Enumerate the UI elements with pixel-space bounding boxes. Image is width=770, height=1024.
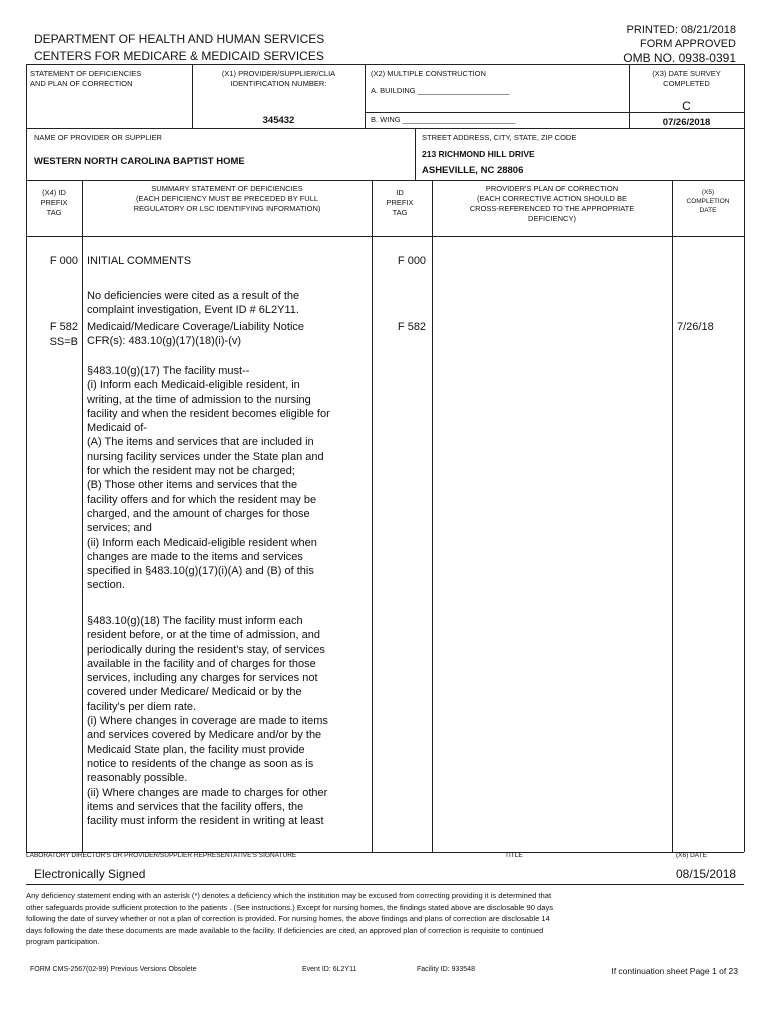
x4-prefix-header: (X4) ID PREFIX TAG (40, 188, 68, 217)
tag-f582-right: F 582 (397, 321, 427, 333)
department-name: DEPARTMENT OF HEALTH AND HUMAN SERVICES (34, 32, 325, 46)
address-city: ASHEVILLE, NC 28806 (422, 165, 524, 176)
form-number: FORM CMS-2567(02-99) Previous Versions Obsolete (30, 966, 197, 973)
provider-name: WESTERN NORTH CAROLINA BAPTIST HOME (34, 156, 245, 167)
tag-f000-right: F 000 (397, 255, 427, 267)
survey-type-code: C (682, 99, 691, 113)
facility-id: Facility ID: 933548 (417, 966, 475, 973)
f582-title: Medicaid/Medicare Coverage/Liability Notice CFR(s): 483.10(g)(17)(18)(i)-(v) (87, 321, 305, 348)
disclaimer-text: Any deficiency statement ending with an asterisk (*) denotes a deficiency which the institution may be excused from correcting providing it is determined that other safeguards provide sufficient protection to the patients . (See instructions.) Except for nursing homes, the findings stated above are disclosable 90 days following the date of survey whether or not a plan of correction is provided. For nursing homes, the above findings and plans of correction are disclosable 14 days following the date these documents are made available to the facility. If deficiencies are cited, an approved plan of correction is requisite to continued program participation. (26, 891, 554, 947)
statement-label: STATEMENT OF DEFICIENCIES AND PLAN OF CORRECTION (30, 69, 142, 88)
x3-label: (X3) DATE SURVEY COMPLETED (652, 69, 721, 88)
no-deficiencies-text: No deficiencies were cited as a result of the complaint investigation, Event ID # 6L2Y11. (87, 290, 300, 317)
title-label: TITLE (505, 852, 523, 859)
completion-date: 7/26/18 (677, 321, 714, 333)
scope-severity: SS=B (49, 336, 78, 348)
form-approved: FORM APPROVED (640, 38, 736, 50)
plan-of-correction-header: PROVIDER'S PLAN OF CORRECTION (EACH CORRECTIVE ACTION SHOULD BE CROSS-REFERENCED TO THE APPROPRIATE DEFICIENCY) (469, 184, 635, 223)
address-label: STREET ADDRESS, CITY, STATE, ZIP CODE (422, 133, 577, 142)
tag-f582: F 582 (49, 321, 78, 333)
initial-comments-title: INITIAL COMMENTS (87, 255, 192, 267)
x6-date-label: (X6) DATE (676, 852, 707, 859)
regulation-paragraph-18: §483.10(g)(18) The facility must inform each resident before, or at the time of admission, and periodically during the resident's stay, of services available in the facility and of charges for those services, including any charges for services not covered under Medicare/ Medicaid or by the facility's per diem rate. (i) Where changes in coverage are made to items and services covered by Medicare and/or by the Medicaid State plan, the facility must provide notice to residents of the change as soon as is reasonably possible. (ii) Where changes are made to charges for other items and services that the facility offers, the facility must inform the resident in writing at least (87, 615, 328, 828)
provider-name-label: NAME OF PROVIDER OR SUPPLIER (34, 133, 162, 142)
x5-completion-header: (X5) COMPLETION DATE (686, 189, 730, 214)
x2-wing: B. WING ___________________________ (371, 115, 516, 124)
omb-number: OMB NO. 0938-0391 (623, 51, 736, 65)
signature-label: LABORATORY DIRECTOR'S OR PROVIDER/SUPPLIER REPRESENTATIVE'S SIGNATURE (26, 852, 297, 859)
id-prefix-header: ID PREFIX TAG (386, 188, 414, 217)
tag-f000: F 000 (49, 255, 78, 267)
centers-name: CENTERS FOR MEDICARE & MEDICAID SERVICES (34, 49, 324, 63)
x2-building: A. BUILDING ______________________ (371, 86, 510, 95)
summary-statement-header: SUMMARY STATEMENT OF DEFICIENCIES (EACH DEFICIENCY MUST BE PRECEDED BY FULL REGULATORY OR LSC IDENTIFYING INFORMATION) (133, 184, 321, 213)
address-street: 213 RICHMOND HILL DRIVE (422, 149, 535, 159)
x2-label: (X2) MULTIPLE CONSTRUCTION (371, 69, 486, 78)
event-id: Event ID: 6L2Y11 (302, 966, 357, 973)
continuation-page: If continuation sheet Page 1 of 23 (611, 966, 738, 976)
printed-date: PRINTED: 08/21/2018 (626, 24, 736, 36)
signature-value: Electronically Signed (34, 867, 146, 881)
signature-date: 08/15/2018 (676, 867, 737, 881)
regulation-paragraph-17: §483.10(g)(17) The facility must-- (i) Inform each Medicaid-eligible resident, in writing, at the time of admission to the nursing facility and when the resident becomes eligible for Medicaid of- (A) The items and services that are included in nursing facility services under the State plan and for which the resident may not be charged; (B) Those other items and services that the facility offers and for which the resident may be charged, and the amount of charges for those services; and (ii) Inform each Medicaid-eligible resident when changes are made to the items and services specified in §483.10(g)(17)(i)(A) and (B) of this section. (87, 365, 330, 592)
provider-id-number: 345432 (262, 115, 295, 126)
survey-completed-date: 07/26/2018 (662, 117, 711, 128)
x1-label: (X1) PROVIDER/SUPPLIER/CLIA IDENTIFICATION NUMBER: (221, 69, 336, 88)
